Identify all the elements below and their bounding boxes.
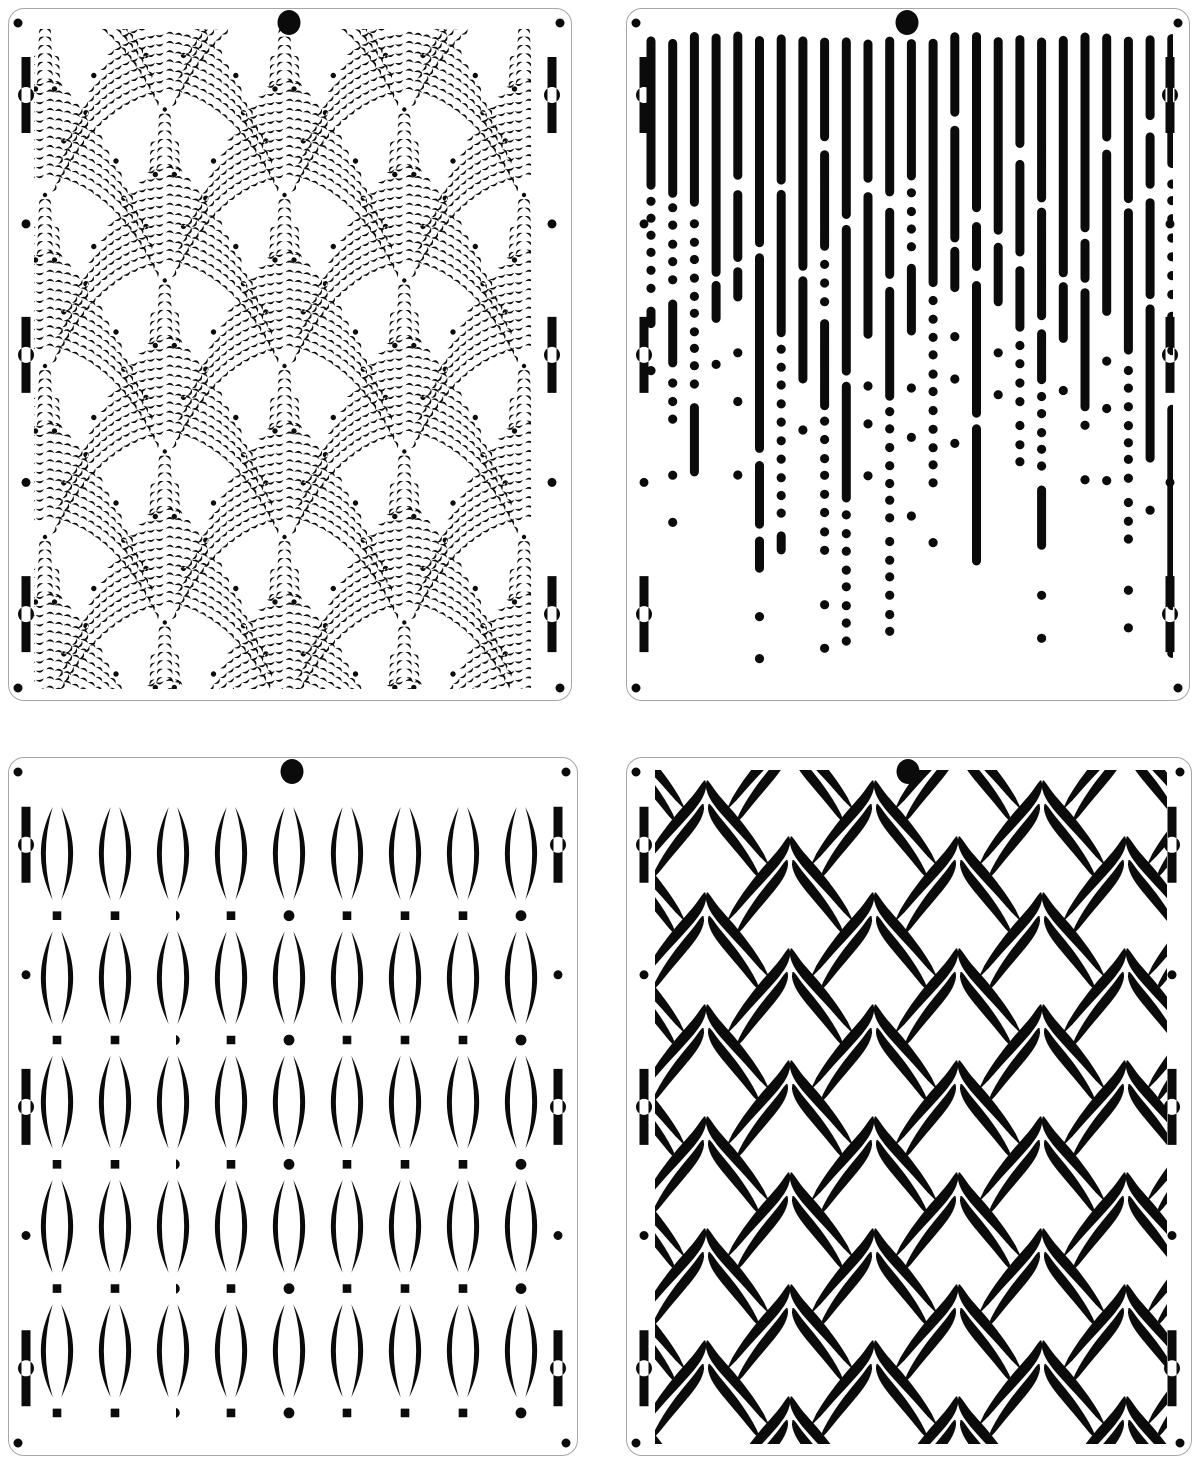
registration-marks (14, 19, 565, 693)
hanging-hole (281, 759, 304, 784)
ogee-pattern (625, 756, 1191, 1455)
hanging-hole (896, 10, 919, 35)
registration-marks (14, 768, 571, 1448)
lenses-pattern (41, 807, 537, 1418)
falling-dashes-stencil-artwork (625, 7, 1189, 700)
ogee-lattice-stencil-artwork (625, 756, 1191, 1455)
falling-dashes-stencil-sheet (626, 8, 1190, 701)
art-deco-fan-stencil-artwork (7, 7, 571, 700)
rain-pattern (647, 36, 1177, 663)
ogee-lattice-stencil-sheet (626, 757, 1192, 1456)
oval-lens-stencil-sheet (8, 757, 578, 1456)
oval-lens-stencil-artwork (7, 756, 577, 1455)
fan_damask-pattern (7, 7, 571, 700)
art-deco-fan-stencil-sheet (8, 8, 572, 701)
